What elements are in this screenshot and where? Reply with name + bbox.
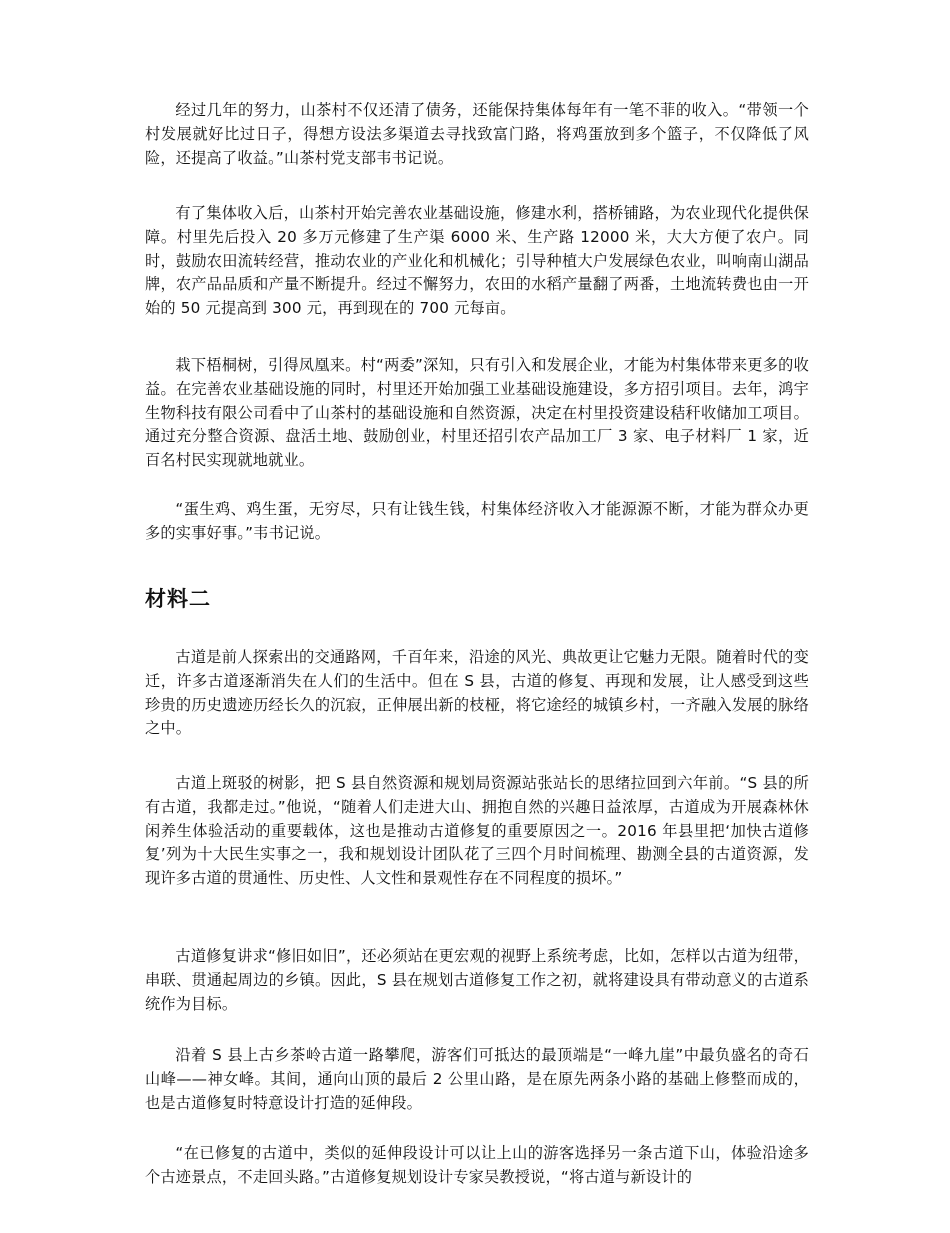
paragraph-5: 古道是前人探索出的交通路网，千百年来，沿途的风光、典故更让它魅力无限。随着时代的变迁，许多古道逐渐消失在人们的生活中。但在 S 县，古道的修复、再现和发展，让人感受到这些珍贵的历史遗迹历经长久的沉寂，正伸展出新的枝桠，将它途经的城镇乡村，一齐融入发展的脉络之中。 <box>145 648 809 738</box>
paragraph-6: 古道上斑驳的树影，把 S 县自然资源和规划局资源站张站长的思绪拉回到六年前。“S 县的所有古道，我都走过。”他说，“随着人们走进大山、拥抱自然的兴趣日益浓厚，古道成为开展森林休闲养生体验活动的重要载体，这也是推动古道修复的重要原因之一。2016 年县里把‘加快古道修复’列为十大民生实事之一，我和规划设计团队花了三四个月时间梳理、勘测全县的古道资源，发现许多古道的贯通性、历史性、人文性和景观性存在不同程度的损坏。” <box>145 774 809 888</box>
paragraph-2: 有了集体收入后，山茶村开始完善农业基础设施，修建水利，搭桥铺路，为农业现代化提供保障。村里先后投入 20 多万元修建了生产渠 6000 米、生产路 12000 米，大大方便了农户。同时，鼓励农田流转经营，推动农业的产业化和机械化；引导种植大户发展绿色农业，叫响南山湖品牌，农产品品质和产量不断提升。经过不懈努力，农田的水稻产量翻了两番，土地流转费也由一开始的 50 元提高到 300 元，再到现在的 700 元每亩。 <box>145 204 809 318</box>
paragraph-8: 沿着 S 县上古乡茶岭古道一路攀爬，游客们可抵达的最顶端是“一峰九崖”中最负盛名的奇石山峰——神女峰。其间，通向山顶的最后 2 公里山路，是在原先两条小路的基础上修整而成的，也是古道修复时特意设计打造的延伸段。 <box>145 1046 809 1112</box>
paragraph-3: 栽下梧桐树，引得凤凰来。村“两委”深知，只有引入和发展企业，才能为村集体带来更多的收益。在完善农业基础设施的同时，村里还开始加强工业基础设施建设，多方招引项目。去年，鸿宇生物科技有限公司看中了山茶村的基础设施和自然资源，决定在村里投资建设秸秆收储加工项目。通过充分整合资源、盘活土地、鼓励创业，村里还招引农产品加工厂 3 家、电子材料厂 1 家，近百名村民实现就地就业。 <box>145 356 809 470</box>
paragraph-4: “蛋生鸡、鸡生蛋，无穷尽，只有让钱生钱，村集体经济收入才能源源不断，才能为群众办更多的实事好事。”韦书记说。 <box>145 500 809 542</box>
paragraph-1: 经过几年的努力，山茶村不仅还清了债务，还能保持集体每年有一笔不菲的收入。“带领一个村发展就好比过日子，得想方设法多渠道去寻找致富门路，将鸡蛋放到多个篮子，不仅降低了风险，还提高了收益。”山茶村党支部韦书记说。 <box>145 101 809 167</box>
section-heading: 材料二 <box>145 587 211 611</box>
paragraph-7: 古道修复讲求“修旧如旧”，还必须站在更宏观的视野上系统考虑，比如，怎样以古道为纽带，串联、贯通起周边的乡镇。因此，S 县在规划古道修复工作之初，就将建设具有带动意义的古道系统作为目标。 <box>145 947 809 1013</box>
paragraph-9: “在已修复的古道中，类似的延伸段设计可以让上山的游客选择另一条古道下山，体验沿途多个古迹景点，不走回头路。”古道修复规划设计专家吴教授说，“将古道与新设计的 <box>145 1144 809 1186</box>
